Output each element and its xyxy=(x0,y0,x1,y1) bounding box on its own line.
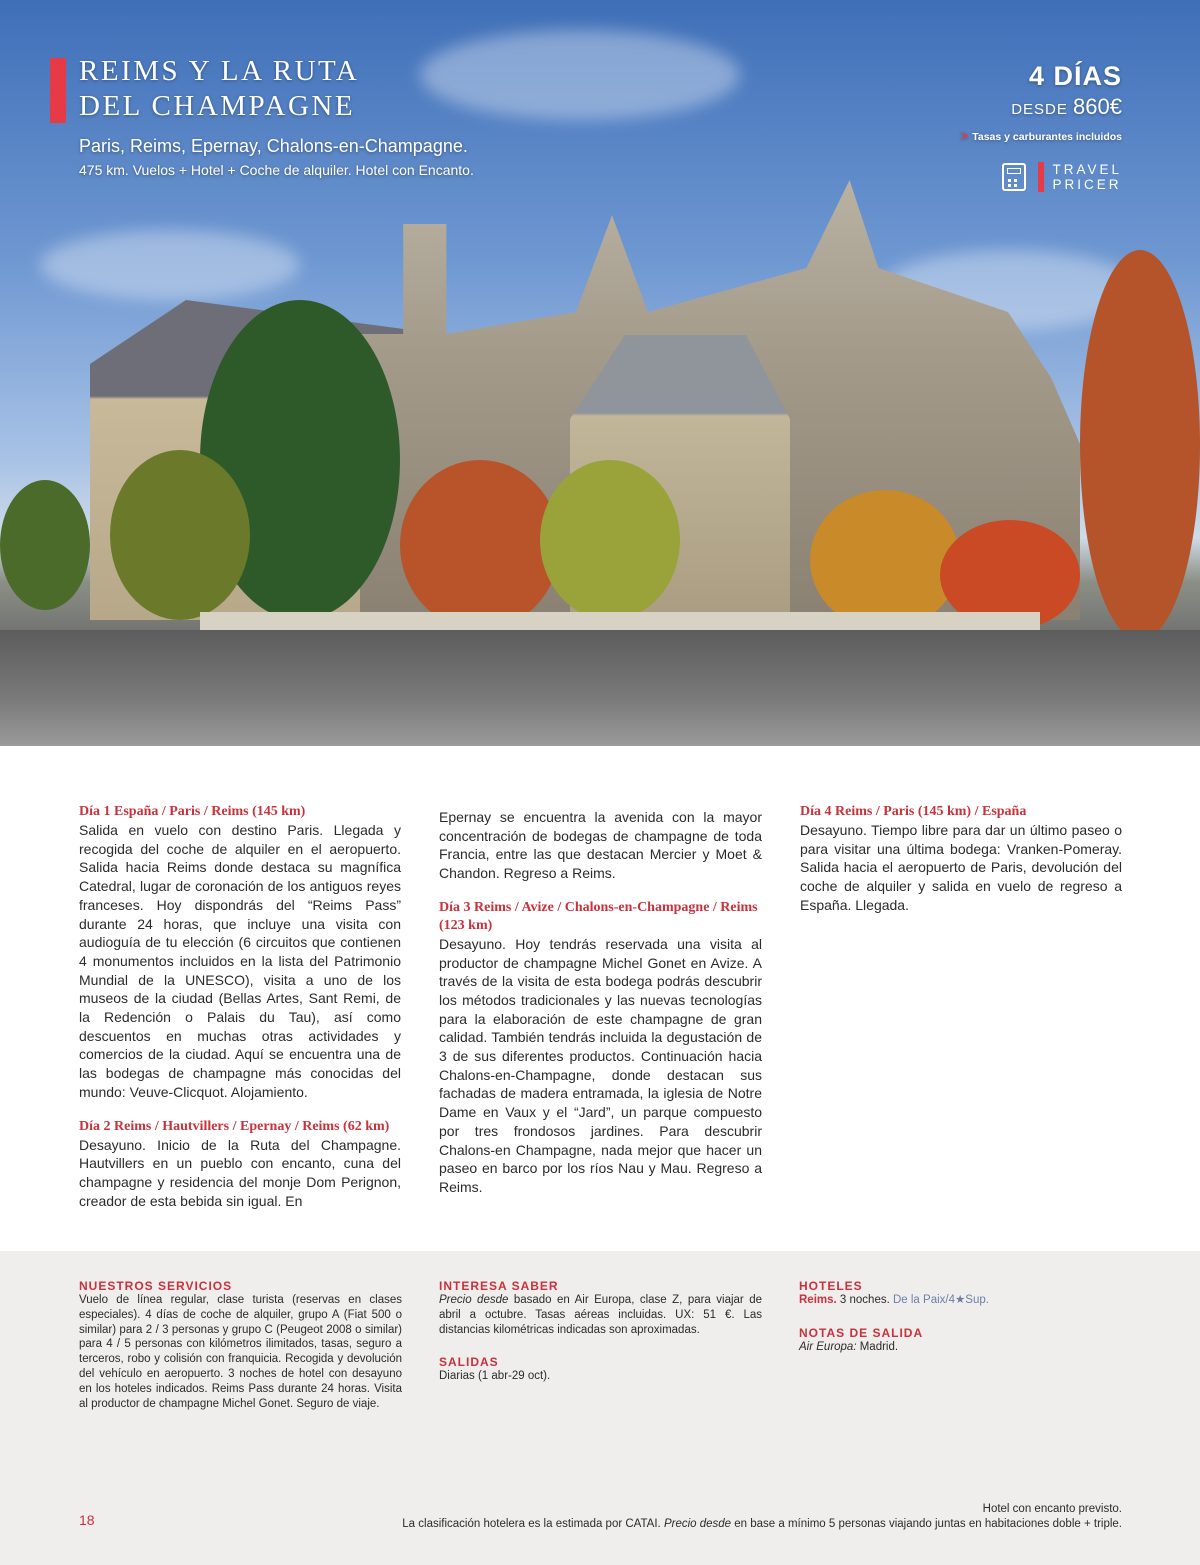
pricer-text xyxy=(1052,162,1122,192)
salidas-text: Diarias (1 abr-29 oct). xyxy=(439,1370,551,1383)
footer-note-2-italic: Precio desde xyxy=(663,1518,732,1530)
day-4-title: Día 4 Reims / Paris (145 km) / España xyxy=(800,804,1027,819)
hoteles-heading: HOTELES xyxy=(799,1279,863,1293)
hero-image xyxy=(0,0,1200,746)
price-block xyxy=(961,60,1122,143)
day-3-text: Desayuno. Hoy tendrás reservada una visita al productor de champagne Michel Gonet en Avize. A través de la visita de esta bodega podrás descubrir los métodos tradicionales y las nuevas tecnologías para la elaboración de este champagne de gran calidad. También tendrás incluida la degustación de 3 de sus diferentes productos. Continuación hacia Chalons-en-Champagne, donde destacan sus fachadas de madera entramada, la iglesia de Notre Dame en Vaux y el “Jard”, un parque compuesto por tres frondosos jardines. Para descubrir Chalons-en Champagne, nada mejor que hacer un paseo en barco por los ríos Nau y Mau. Regreso a Reims. xyxy=(439,935,762,1195)
interesa-italic-lead: Precio desde xyxy=(439,1294,509,1306)
footer-note-1: Hotel con encanto previsto. xyxy=(982,1503,1122,1515)
price-line xyxy=(961,94,1122,120)
salidas-heading: SALIDAS xyxy=(439,1355,499,1370)
price-prefix: DESDE xyxy=(1011,101,1068,118)
chevron-right-icon: > xyxy=(960,128,969,143)
notas-city: Madrid. xyxy=(856,1340,899,1353)
notas-airline: Air Europa: xyxy=(799,1340,857,1353)
footer-note-2 xyxy=(402,1517,1122,1532)
hoteles-text xyxy=(799,1293,1122,1308)
hotel-nights: 3 noches. xyxy=(836,1294,893,1306)
day-2-title: Día 2 Reims / Hautvillers / Epernay / Reims (62 km) xyxy=(79,1118,390,1134)
title-line-1: REIMS Y LA RUTA xyxy=(79,55,360,87)
day-2-text-continued: Epernay se encuentra la avenida con la mayor concentración de bodegas de champagne de toda Francia, entre las que destacan Mercier y Moet & Chandon. Regreso a Reims. xyxy=(439,809,762,882)
footer-note-2a: La clasificación hotelera es la estimada por CATAI. xyxy=(402,1518,664,1530)
travel-pricer-logo xyxy=(1002,162,1122,192)
day-2-text: Desayuno. Inicio de la Ruta del Champagne. Hautvillers en un pueblo con encanto, cuna del champagne y residencia del monje Dom Perignon, creador de esta bebida sin igual. En xyxy=(79,1136,401,1209)
pricer-line-1: TRAVEL xyxy=(1052,162,1122,177)
itinerary-column-1 xyxy=(79,803,401,1210)
trip-summary: 475 km. Vuelos + Hotel + Coche de alquiler. Hotel con Encanto. xyxy=(79,162,474,178)
footer-note-2b: en base a mínimo 5 personas viajando juntas en habitaciones doble + triple. xyxy=(731,1518,1122,1530)
taxes-note xyxy=(961,128,1122,143)
services-heading: NUESTROS SERVICIOS xyxy=(79,1279,233,1293)
pricer-accent-bar xyxy=(1038,162,1044,192)
notas-text xyxy=(799,1340,1122,1355)
page-title xyxy=(79,54,359,124)
itinerary-column-3 xyxy=(800,803,1122,915)
interesa-section xyxy=(439,1279,762,1384)
services-text: Vuelo de línea regular, clase turista (reservas en clases especiales). 4 días de coche de alquiler, grupo A (Fiat 500 o similar) para 2 / 3 personas y grupo C (Peugeot 2008 o similar) para 4 / 5 personas con kilómetros ilimitados, tasas, seguro a terceros, robo y colisión con franquicia. Recogida y devolución del vehículo en aeropuerto. 3 noches de hotel con desayuno en los hoteles indicados. Reims Pass durante 24 horas. Visita al productor de champagne Michel Gonet. Seguro de viaje. xyxy=(79,1294,402,1410)
calculator-icon xyxy=(1002,163,1026,191)
taxes-note-text: Tasas y carburantes incluidos xyxy=(972,131,1122,143)
interesa-body: basado en Air Europa, clase Z, para viajar de abril a octubre. Tasas aéreas incluidas. UX: 51 €. Las distancias kilométricas indicadas son aproximadas. xyxy=(439,1294,762,1336)
route-cities: Paris, Reims, Epernay, Chalons-en-Champagne. xyxy=(79,136,468,156)
duration-days: 4 DÍAS xyxy=(1028,61,1122,91)
interesa-heading: INTERESA SABER xyxy=(439,1279,559,1293)
title-accent-bar xyxy=(50,58,66,123)
footer-notes xyxy=(402,1502,1122,1532)
page-number: 18 xyxy=(79,1512,95,1528)
title-line-2: DEL CHAMPAGNE xyxy=(79,90,356,122)
hotel-name: De la Paix/4★Sup. xyxy=(892,1294,989,1306)
price-amount: 860€ xyxy=(1073,94,1122,119)
day-4-text: Desayuno. Tiempo libre para dar un último paseo o para visitar una última bodega: Vranken-Pomeray. Salida hacia el aeropuerto de Paris, devolución del coche de alquiler y salida en vuelo de regreso a España. Llegada. xyxy=(800,822,1122,913)
day-1-title: Día 1 España / Paris / Reims (145 km) xyxy=(79,804,306,819)
day-3-title: Día 3 Reims / Avize / Chalons-en-Champagne / Reims (123 km) xyxy=(439,899,758,933)
pricer-line-2: PRICER xyxy=(1052,177,1122,192)
interesa-text xyxy=(439,1293,762,1337)
notas-heading: NOTAS DE SALIDA xyxy=(799,1325,924,1340)
services-section xyxy=(79,1279,402,1411)
hoteles-section xyxy=(799,1279,1122,1355)
day-1-text: Salida en vuelo con destino Paris. Llegada y recogida del coche de alquiler en el aeropuerto. Salida hacia Reims donde destaca su magnífica Catedral, lugar de coronación de los antiguos reyes franceses. Hoy dispondrás del “Reims Pass” durante 24 horas, que incluye una visita con audioguía de tu elección (6 circuitos que contienen 4 monumentos incluidos en la lista del Patrimonio Mundial de la UNESCO), visita a uno de los museos de la ciudad (Bellas Artes, Sant Remi, de la Redención o Palais du Tau), así como descuentos en muchas otras actividades y comercios de la ciudad. Aquí se encuentra una de las bodegas de champagne más conocidas del mundo: Veuve-Clicquot. Alojamiento. xyxy=(79,822,401,1100)
hotel-city: Reims. xyxy=(799,1294,837,1306)
itinerary-column-2 xyxy=(439,808,762,1197)
